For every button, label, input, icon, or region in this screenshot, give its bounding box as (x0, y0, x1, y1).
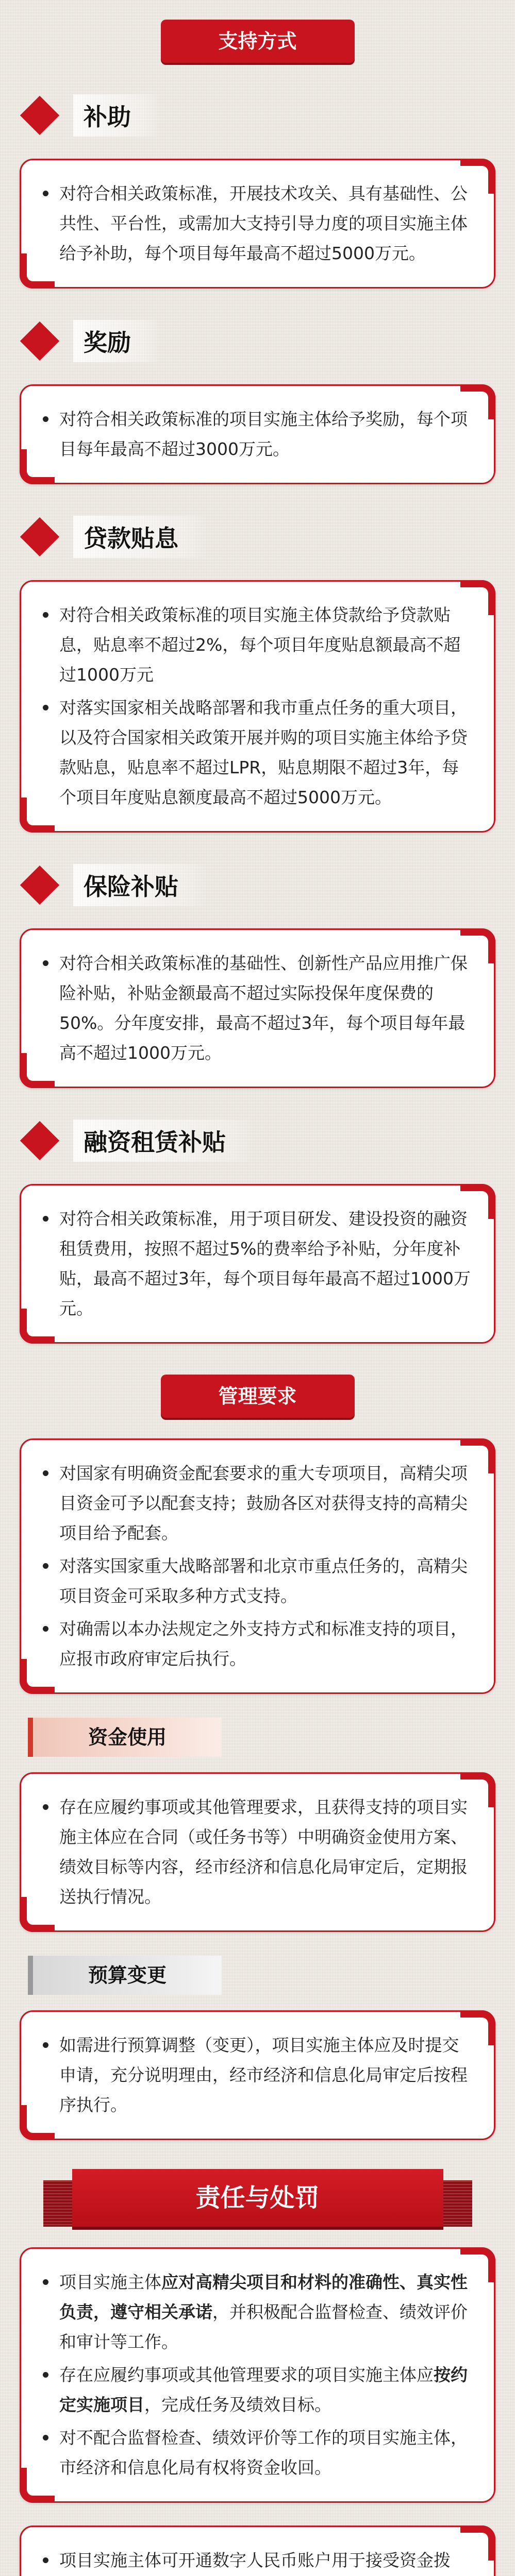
section-card-insurance (20, 928, 495, 1088)
section-heading-insurance (20, 859, 495, 911)
budget-change-tag-wrap (20, 1956, 495, 1995)
section-card-loan-interest (20, 580, 495, 833)
diamond-icon (20, 96, 59, 135)
list-item: 对符合相关政策标准的基础性、创新性产品应用推广保险补贴，补贴金额最高不超过实际投保年度保费的50%。分年度安排，最高不超过3年，每个项目每年最高不超过1000万元。 (42, 948, 475, 1068)
diamond-icon (20, 321, 59, 361)
list-item: 存在应履约事项或其他管理要求的项目实施主体应按约定实施项目，完成任务及绩效目标。 (42, 2360, 475, 2420)
support-header: 支持方式 (161, 20, 355, 63)
fund-use-tag-wrap (20, 1718, 495, 1757)
liability-banner: 责任与处罚 (72, 2169, 443, 2227)
section-title: 奖励 (73, 320, 161, 362)
list-item: 存在应履约事项或其他管理要求，且获得支持的项目实施主体应在合同（或任务书等）中明确资金使用方案、绩效目标等内容，经市经济和信息化局审定后，定期报送执行情况。 (42, 1792, 475, 1912)
list-item: 项目实施主体应对高精尖项目和材料的准确性、真实性负责，遵守相关承诺，并积极配合监督检查、绩效评价和审计等工作。 (42, 2267, 475, 2357)
section-title: 保险补贴 (73, 864, 208, 906)
fund-use-card (20, 1772, 495, 1932)
section-heading-loan-interest (20, 511, 495, 563)
list-item: 对确需以本办法规定之外支持方式和标准支持的项目，应报市政府审定后执行。 (42, 1614, 475, 1674)
list-item: 对符合相关政策标准的项目实施主体给予奖励，每个项目每年最高不超过3000万元。 (42, 404, 475, 464)
section-card-reward (20, 384, 495, 484)
management-header: 管理要求 (161, 1375, 355, 1418)
section-card-subsidy (20, 159, 495, 289)
list-item: 如需进行预算调整（变更），项目实施主体应及时提交申请，充分说明理由，经市经济和信息化局审定后按程序执行。 (42, 2030, 475, 2120)
diamond-icon (20, 1121, 59, 1160)
list-item: 对符合相关政策标准，开展技术攻关、具有基础性、公共性、平台性，或需加大支持引导力度的项目实施主体给予补助，每个项目每年最高不超过5000万元。 (42, 179, 475, 268)
list-item: 对国家有明确资金配套要求的重大专项项目，高精尖项目资金可予以配套支持；鼓励各区对获得支持的高精尖项目给予配套。 (42, 1459, 475, 1548)
section-heading-leasing (20, 1115, 495, 1166)
diamond-icon (20, 866, 59, 905)
section-heading-subsidy (20, 90, 495, 141)
section-title: 贷款贴息 (73, 516, 208, 558)
management-card (20, 1438, 495, 1694)
list-item: 对落实国家重大战略部署和北京市重点任务的，高精尖项目资金可采取多种方式支持。 (42, 1551, 475, 1611)
section-card-leasing (20, 1184, 495, 1344)
section-heading-reward (20, 315, 495, 367)
list-item: 项目实施主体可开通数字人民币账户用于接受资金拨 (42, 2546, 475, 2576)
list-item: 对落实国家相关战略部署和我市重点任务的重大项目，以及符合国家相关政策开展并购的项目实施主体给予贷款贴息，贴息率不超过LPR，贴息期限不超过3年，每个项目年度贴息额度最高不超过5000万元。 (42, 693, 475, 812)
liability-card-2 (20, 2526, 495, 2576)
diamond-icon (20, 517, 59, 556)
liability-card-1 (20, 2247, 495, 2503)
list-item: 对符合相关政策标准的项目实施主体贷款给予贷款贴息，贴息率不超过2%，每个项目年度贴息额最高不超过1000万元 (42, 600, 475, 690)
budget-change-tag: 预算变更 (28, 1956, 222, 1995)
section-title: 补助 (73, 94, 161, 137)
budget-change-card (20, 2010, 495, 2140)
section-title: 融资租赁补贴 (73, 1120, 256, 1162)
fund-use-tag: 资金使用 (28, 1718, 222, 1757)
list-item: 对符合相关政策标准，用于项目研发、建设投资的融资租赁费用，按照不超过5%的费率给予补贴，分年度补贴，最高不超过3年，每个项目每年最高不超过1000万元。 (42, 1204, 475, 1324)
list-item: 对不配合监督检查、绩效评价等工作的项目实施主体，市经济和信息化局有权将资金收回。 (42, 2423, 475, 2483)
